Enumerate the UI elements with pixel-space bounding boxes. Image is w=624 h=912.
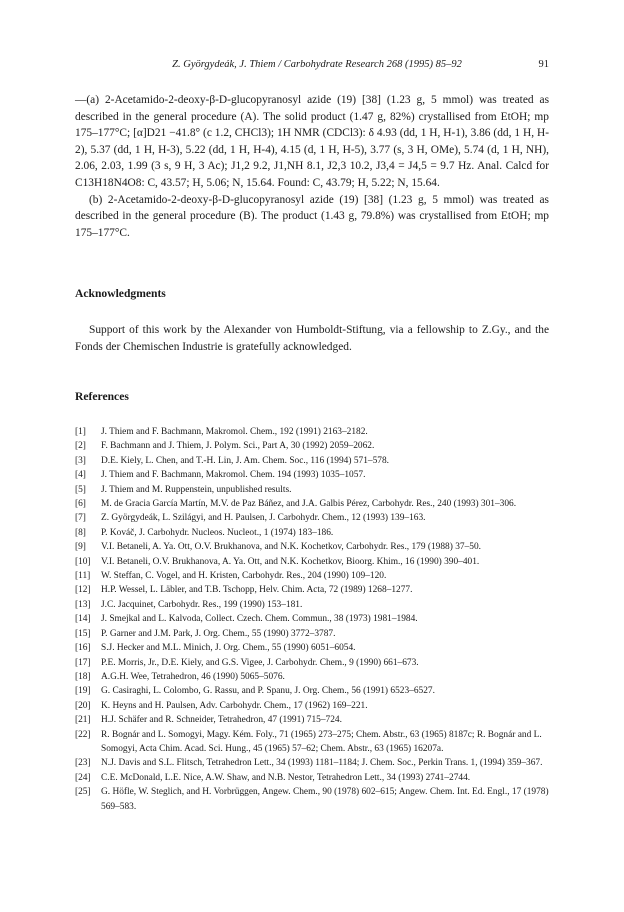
reference-item: [75, 713, 549, 727]
reference-text: R. Bognár and L. Somogyi, Magy. Kém. Foly., 71 (1965) 273–275; Chem. Abstr., 63 (1965) 8187c; R. Bognár and L. Somogyi, Acta Chim. Acad. Sci. Hung., 45 (1965) 57–62; Chem. Abstr., 63 (1965) 16207a.: [101, 729, 542, 754]
reference-text: P. Garner and J.M. Park, J. Org. Chem., 55 (1990) 3772–3787.: [101, 628, 336, 639]
reference-text: C.E. McDonald, L.E. Nice, A.W. Shaw, and N.B. Nestor, Tetrahedron Lett., 34 (1993) 2741–2744.: [101, 772, 471, 783]
reference-item: [75, 425, 549, 439]
acknowledgments-heading: Acknowledgments: [75, 287, 166, 300]
reference-text: P.E. Morris, Jr., D.E. Kiely, and G.S. Vigee, J. Carbohydr. Chem., 9 (1990) 661–673.: [101, 657, 419, 668]
reference-number: [4]: [75, 470, 86, 481]
reference-number: [7]: [75, 513, 86, 524]
reference-item: [75, 641, 549, 655]
reference-number: [6]: [75, 499, 86, 510]
reference-number: [8]: [75, 527, 86, 538]
reference-item: [75, 598, 549, 612]
reference-number: [19]: [75, 686, 91, 697]
reference-number: [12]: [75, 585, 91, 596]
references-list: [75, 425, 549, 814]
reference-item: [75, 684, 549, 698]
reference-text: J. Thiem and F. Bachmann, Makromol. Chem., 192 (1991) 2163–2182.: [101, 427, 368, 437]
reference-text: H.P. Wessel, L. Läbler, and T.B. Tschopp, Helv. Chim. Acta, 72 (1989) 1268–1277.: [101, 585, 413, 596]
reference-number: [14]: [75, 614, 91, 625]
reference-number: [18]: [75, 671, 91, 682]
reference-item: [75, 771, 549, 785]
running-header: [75, 58, 549, 72]
reference-item: [75, 569, 549, 583]
reference-item: [75, 497, 549, 511]
reference-item: [75, 583, 549, 597]
reference-item: [75, 483, 549, 497]
reference-number: [20]: [75, 700, 91, 711]
reference-number: [1]: [75, 427, 86, 437]
reference-number: [15]: [75, 628, 91, 639]
reference-item: [75, 468, 549, 482]
reference-number: [13]: [75, 599, 91, 610]
reference-item: [75, 699, 549, 713]
reference-number: [22]: [75, 729, 91, 740]
reference-text: K. Heyns and H. Paulsen, Adv. Carbohydr. Chem., 17 (1962) 169–221.: [101, 700, 368, 711]
reference-item: [75, 540, 549, 554]
reference-item: [75, 612, 549, 626]
reference-text: P. Kováč, J. Carbohydr. Nucleos. Nucleot., 1 (1974) 183–186.: [101, 527, 334, 538]
reference-number: [16]: [75, 643, 91, 654]
reference-text: H.J. Schäfer and R. Schneider, Tetrahedron, 47 (1991) 715–724.: [101, 715, 342, 726]
reference-number: [25]: [75, 787, 91, 798]
reference-text: J.C. Jacquinet, Carbohydr. Res., 199 (1990) 153–181.: [101, 599, 303, 610]
references-heading: References: [75, 390, 129, 403]
reference-number: [23]: [75, 758, 91, 769]
reference-item: [75, 728, 549, 757]
reference-item: [75, 555, 549, 569]
reference-number: [2]: [75, 441, 86, 452]
reference-number: [5]: [75, 484, 86, 495]
reference-item: [75, 511, 549, 525]
reference-item: [75, 454, 549, 468]
reference-text: Z. Györgydeák, L. Szilágyi, and H. Paulsen, J. Carbohydr. Chem., 12 (1993) 139–163.: [101, 513, 426, 524]
reference-text: J. Thiem and M. Ruppenstein, unpublished results.: [101, 484, 292, 495]
reference-text: M. de Gracia García Martín, M.V. de Paz Báñez, and J.A. Galbis Pérez, Carbohydr. Res., 240 (1993) 301–306.: [101, 499, 517, 510]
acknowledgments-text: Support of this work by the Alexander von Humboldt-Stiftung, via a fellowship to Z.Gy., and the Fonds der Chemischen Industrie is gratefully acknowledged.: [75, 324, 549, 353]
reference-item: [75, 656, 549, 670]
reference-text: V.I. Betaneli, O.V. Brukhanova, A. Ya. Ott, and N.K. Kochetkov, Bioorg. Khim., 16 (1990) 390–401.: [101, 556, 480, 567]
reference-item: [75, 439, 549, 453]
reference-text: W. Steffan, C. Vogel, and H. Kristen, Carbohydr. Res., 204 (1990) 109–120.: [101, 571, 387, 582]
experimental-text: [75, 92, 549, 241]
reference-number: [9]: [75, 542, 86, 553]
page-number: 91: [538, 59, 549, 70]
reference-number: [11]: [75, 571, 91, 582]
reference-text: G. Höfle, W. Steglich, and H. Vorbrüggen, Angew. Chem., 90 (1978) 602–615; Angew. Chem. Int. Ed. Engl., 17 (1978) 569–583.: [101, 787, 549, 812]
reference-text: J. Smejkal and L. Kalvoda, Collect. Czech. Chem. Commun., 38 (1973) 1981–1984.: [101, 614, 418, 625]
experimental-paragraph-a: —(a) 2-Acetamido-2-deoxy-β-D-glucopyranosyl azide (19) [38] (1.23 g, 5 mmol) was treated as described in the general procedure (A). The solid product (1.47 g, 82%) crystallised from EtOH; mp 175–177°C; [α]D21 −41.8° (c 1.2, CHCl3); 1H NMR (CDCl3): δ 4.93 (dd, 1 H, H-1), 3.86 (dd, 1 H, H-2), 5.37 (dd, 1 H, H-3), 5.22 (dd, 1 H, H-4), 4.15 (d, 1 H, H-5), 3.77 (s, 3 H, OMe), 5.74 (d, 1 H, NH), 2.06, 2.03, 1.99 (3 s, 9 H, 3 Ac); J1,2 9.2, J1,NH 8.1, J2,3 10.2, J3,4 = J4,5 = 9.7 Hz. Anal. Calcd for C13H18N4O8: C, 43.57; H, 5.06; N, 15.64. Found: C, 43.79; H, 5.22; N, 15.64.: [75, 94, 549, 189]
reference-number: [21]: [75, 715, 91, 726]
reference-number: [17]: [75, 657, 91, 668]
reference-text: V.I. Betaneli, A. Ya. Ott, O.V. Brukhanova, and N.K. Kochetkov, Carbohydr. Res., 179 (1988) 37–50.: [101, 542, 481, 553]
reference-item: [75, 756, 549, 770]
reference-item: [75, 670, 549, 684]
running-title: Z. Györgydeák, J. Thiem / Carbohydrate Research 268 (1995) 85–92: [172, 59, 462, 70]
reference-text: G. Casiraghi, L. Colombo, G. Rassu, and P. Spanu, J. Org. Chem., 56 (1991) 6523–6527.: [101, 686, 435, 697]
reference-number: [3]: [75, 455, 86, 466]
reference-number: [24]: [75, 772, 91, 783]
reference-text: D.E. Kiely, L. Chen, and T.-H. Lin, J. Am. Chem. Soc., 116 (1994) 571–578.: [101, 455, 389, 466]
reference-text: A.G.H. Wee, Tetrahedron, 46 (1990) 5065–5076.: [101, 671, 285, 682]
reference-text: S.J. Hecker and M.L. Minich, J. Org. Chem., 55 (1990) 6051–6054.: [101, 643, 356, 654]
reference-item: [75, 526, 549, 540]
reference-number: [10]: [75, 556, 91, 567]
experimental-paragraph-b: (b) 2-Acetamido-2-deoxy-β-D-glucopyranosyl azide (19) [38] (1.23 g, 5 mmol) was treated as described in the general procedure (B). The product (1.43 g, 79.8%) was crystallised from EtOH; mp 175–177°C.: [75, 193, 549, 239]
reference-text: N.J. Davis and S.L. Flitsch, Tetrahedron Lett., 34 (1993) 1181–1184; J. Chem. Soc., Perkin Trans. 1, (1994) 359–367.: [101, 758, 543, 769]
reference-item: [75, 785, 549, 814]
reference-text: F. Bachmann and J. Thiem, J. Polym. Sci., Part A, 30 (1992) 2059–2062.: [101, 441, 375, 452]
reference-text: J. Thiem and F. Bachmann, Makromol. Chem. 194 (1993) 1035–1057.: [101, 470, 366, 481]
reference-item: [75, 627, 549, 641]
